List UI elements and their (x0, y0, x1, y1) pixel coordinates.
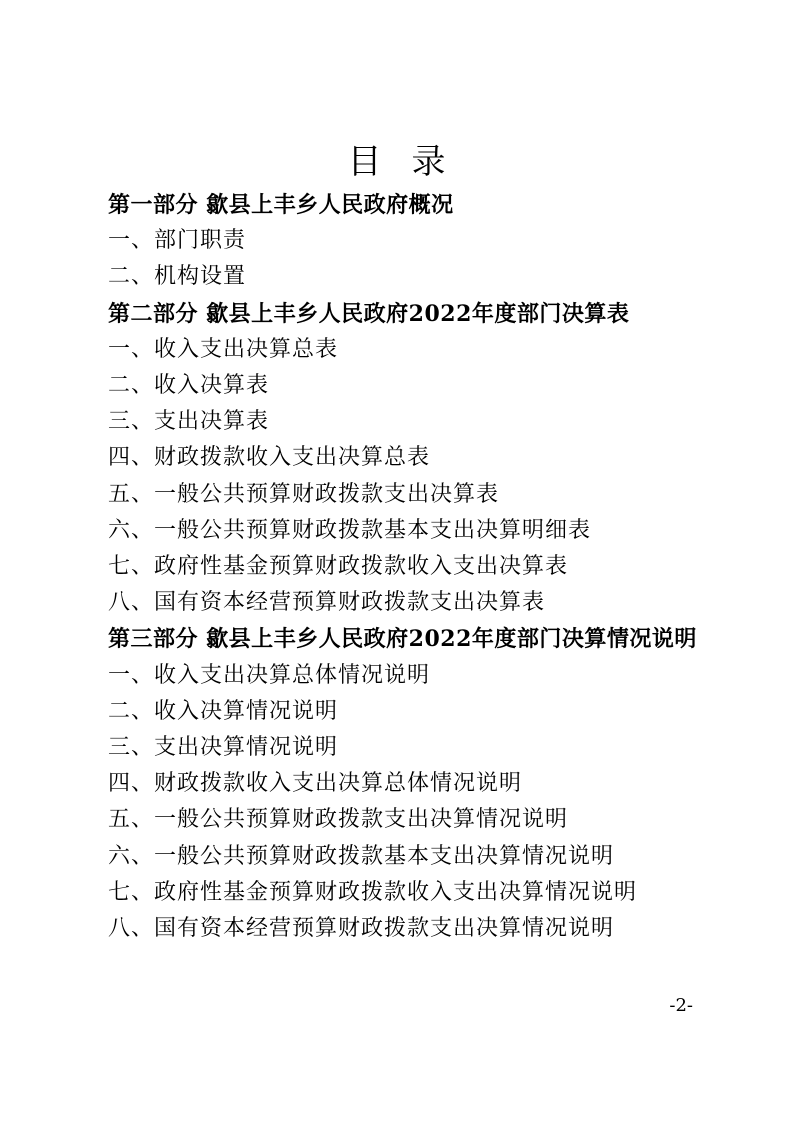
part-3-item-6: 六、一般公共预算财政拨款基本支出决算情况说明 (108, 843, 615, 869)
part-3-heading: 第三部分 歙县上丰乡人民政府2022年度部门决算情况说明 (108, 626, 697, 653)
part-1-item-1: 一、部门职责 (108, 228, 247, 254)
part-2-item-8: 八、国有资本经营预算财政拨款支出决算表 (108, 590, 546, 616)
part-2-item-2: 二、收入决算表 (108, 373, 270, 399)
table-of-contents (108, 187, 708, 947)
part-3-item-8: 八、国有资本经营预算财政拨款支出决算情况说明 (108, 916, 615, 942)
part-2-item-7: 七、政府性基金预算财政拨款收入支出决算表 (108, 554, 569, 580)
part-3-item-7: 七、政府性基金预算财政拨款收入支出决算情况说明 (108, 879, 638, 905)
part-1-item-2: 二、机构设置 (108, 264, 247, 290)
part-2-item-6: 六、一般公共预算财政拨款基本支出决算明细表 (108, 517, 592, 543)
part-1-heading: 第一部分 歙县上丰乡人民政府概况 (108, 192, 454, 218)
page-number: -2- (669, 995, 693, 1016)
part-3-item-3: 三、支出决算情况说明 (108, 735, 339, 761)
part-2-item-5: 五、一般公共预算财政拨款支出决算表 (108, 481, 500, 507)
part-2-heading: 第二部分 歙县上丰乡人民政府2022年度部门决算表 (108, 300, 630, 327)
toc-title: 目录 (347, 142, 476, 182)
part-2-item-3: 三、支出决算表 (108, 409, 270, 435)
part-3-item-4: 四、财政拨款收入支出决算总体情况说明 (108, 771, 523, 797)
part-3-item-1: 一、收入支出决算总体情况说明 (108, 662, 431, 688)
part-3-item-2: 二、收入决算情况说明 (108, 698, 339, 724)
part-3-item-5: 五、一般公共预算财政拨款支出决算情况说明 (108, 807, 569, 833)
part-2-item-1: 一、收入支出决算总表 (108, 336, 339, 362)
part-2-item-4: 四、财政拨款收入支出决算总表 (108, 445, 431, 471)
